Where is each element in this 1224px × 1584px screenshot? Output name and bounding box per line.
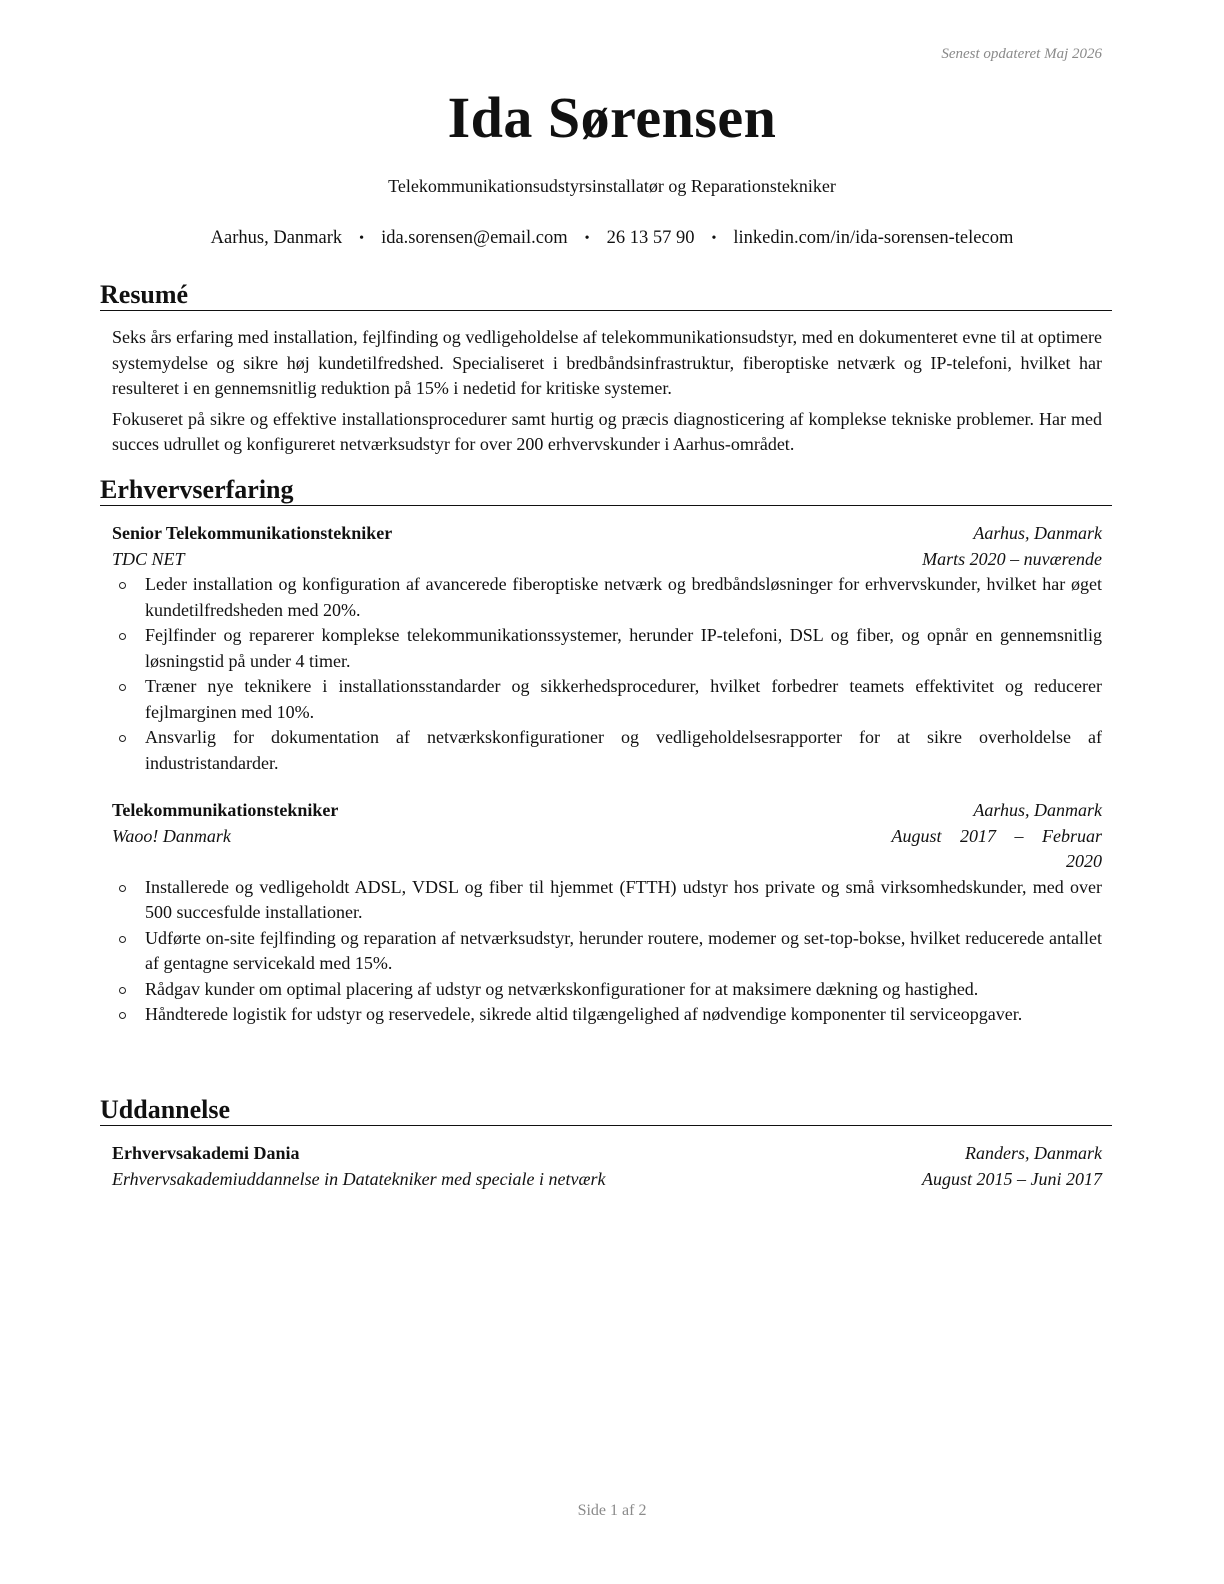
last-updated: Senest opdateret Maj 2026 — [941, 46, 1102, 62]
education-section — [100, 1095, 1112, 1192]
job-location: Aarhus, Danmark — [973, 800, 1102, 820]
job-bullet: Udførte on-site fejlfinding og reparation af netværksudstyr, herunder routere, modemer og set-top-bokse, hvilket reducerede antallet af gentagne servicekald med 15%. — [145, 926, 1102, 977]
contact-separator: • — [359, 230, 365, 246]
job-dates-continued: 2020 — [1066, 851, 1102, 871]
job-bullet: Håndterede logistik for udstyr og reservedele, sikrede altid tilgængelighed af nødvendige komponenter til serviceopgaver. — [145, 1002, 1102, 1028]
summary-paragraph: Seks års erfaring med installation, fejlfinding og vedligeholdelse af telekommunikationsudstyr, med en dokumenteret evne til at optimere systemydelse og sikre høj kundetilfredshed. Specialiseret i bredbåndsinfrastruktur, fiberoptiske netværk og IP-telefoni, hvilket har resulteret i en gennemsnitlig reduktion på 15% i nedetid for kritiske systemer. — [112, 327, 1102, 398]
job-entry — [100, 521, 1112, 776]
job-location: Aarhus, Danmark — [973, 523, 1102, 543]
contact-separator: • — [711, 230, 717, 246]
job-bullet: Leder installation og konfiguration af avancerede fiberoptiske netværk og bredbåndsløsninger for erhvervskunder, hvilket har øget kundetilfredsheden med 20%. — [145, 572, 1102, 623]
job-company: TDC NET — [112, 548, 185, 569]
job-bullets — [112, 572, 1102, 776]
job-dates: August 2017 – Februar — [891, 825, 1102, 846]
job-dates: Marts 2020 – nuværende — [922, 548, 1102, 569]
contact-separator: • — [584, 230, 590, 246]
contact-location: Aarhus, Danmark — [210, 228, 343, 248]
job-entry — [100, 798, 1112, 1028]
education-dates: August 2015 – Juni 2017 — [922, 1168, 1102, 1189]
education-heading: Uddannelse — [100, 1095, 1112, 1126]
professional-headline: Telekommunikationsudstyrsinstallatør og Reparationstekniker — [388, 176, 836, 196]
degree: Erhvervsakademiuddannelse in Datatekniker med speciale i netværk — [112, 1168, 606, 1189]
experience-heading: Erhvervserfaring — [100, 475, 1112, 506]
job-bullet: Ansvarlig for dokumentation af netværkskonfigurationer og vedligeholdelsesrapporter for at sikre overholdelse af industristandarder. — [145, 725, 1102, 776]
contact-line — [0, 228, 1224, 249]
school-name: Erhvervsakademi Dania — [112, 1143, 300, 1163]
job-title: Senior Telekommunikationstekniker — [112, 523, 393, 543]
page-number: Side 1 af 2 — [577, 1502, 647, 1519]
job-company: Waoo! Danmark — [112, 825, 231, 846]
education-entry — [100, 1141, 1112, 1192]
contact-linkedin[interactable]: linkedin.com/in/ida-sorensen-telecom — [733, 228, 1014, 248]
job-bullet: Installerede og vedligeholdt ADSL, VDSL og fiber til hjemmet (FTTH) udstyr hos private og små virksomhedskunder, med over 500 succesfulde installationer. — [145, 875, 1102, 926]
job-bullet: Træner nye teknikere i installationsstandarder og sikkerhedsprocedurer, hvilket forbedrer teamets effektivitet og reducerer fejlmarginen med 10%. — [145, 674, 1102, 725]
job-bullets — [112, 875, 1102, 1028]
summary-heading: Resumé — [100, 280, 1112, 311]
candidate-name: Ida Sørensen — [447, 85, 777, 150]
summary-paragraph: Fokuseret på sikre og effektive installationsprocedurer samt hurtig og præcis diagnosticering af komplekse tekniske problemer. Har med succes udrullet og konfigureret netværksudstyr for over 200 erhvervskunder i Aarhus-området. — [112, 408, 1102, 454]
job-bullet: Fejlfinder og reparerer komplekse telekommunikationssystemer, herunder IP-telefoni, DSL og fiber, og opnår en gennemsnitlig løsningstid på under 4 timer. — [145, 623, 1102, 674]
job-bullet: Rådgav kunder om optimal placering af udstyr og netværkskonfigurationer for at maksimere dækning og hastighed. — [145, 977, 1102, 1003]
experience-section — [100, 475, 1112, 1028]
contact-phone: 26 13 57 90 — [606, 228, 695, 248]
school-location: Randers, Danmark — [965, 1143, 1102, 1163]
contact-email[interactable]: ida.sorensen@email.com — [381, 228, 568, 248]
job-title: Telekommunikationstekniker — [112, 800, 339, 820]
summary-body — [100, 325, 1112, 458]
summary-section — [100, 280, 1112, 458]
